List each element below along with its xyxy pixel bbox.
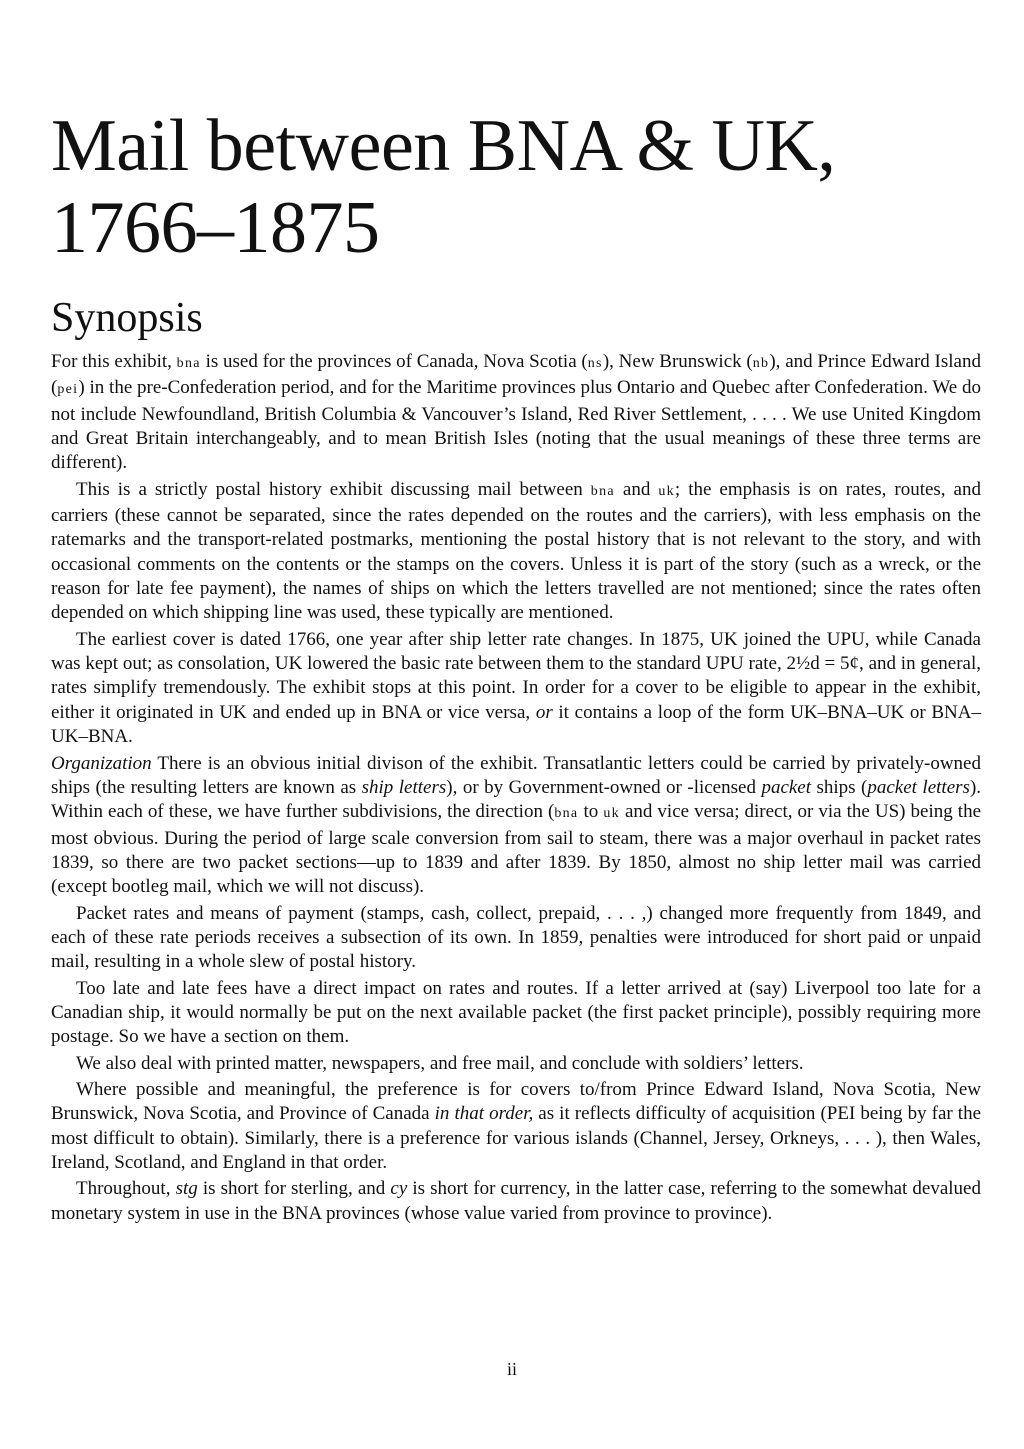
- abbreviation-bna: bna: [590, 483, 615, 499]
- abbreviation-ns: ns: [587, 356, 603, 371]
- paragraph-text: The earliest cover is dated 1766, one year after ship letter rate changes. In 1875, UK joined the UPU, while Canada was kept out; as consolation, UK lowered the basic rate between them to the standard UPU rate, 2½d = 5¢, and in general, rates simplify tremendously. The exhibit stops at this point. In order for a cover to be eligible to appear in the exhibit, either it originated in UK and ended up in BNA or vice versa,: [51, 628, 981, 723]
- paragraph-text: is used for the provinces of Canada, Nova Scotia (: [200, 351, 588, 372]
- title-line-1: Mail between BNA & UK,: [51, 105, 836, 187]
- emphasis-cy: cy: [390, 1178, 408, 1200]
- document-title: [51, 105, 981, 269]
- paragraph-text: and: [614, 478, 659, 500]
- abbreviation-bna: bna: [554, 806, 579, 822]
- section-heading: Synopsis: [51, 295, 203, 341]
- paragraph-text: it contains a loop of the form UK–BNA–UK or BNA–UK–BNA.: [51, 701, 981, 748]
- abbreviation-bna: bna: [176, 356, 201, 371]
- paragraph-text: There is an obvious initial divison of the exhibit. Transatlantic letters could be carried by privately-owned ships (the resulting letters are known as: [51, 752, 981, 798]
- emphasis-in-that-order: in that order,: [434, 1103, 534, 1125]
- paragraph-text: Where possible and meaningful, the preference is for covers to/from Prince Edward Island, Nova Scotia, New Brunswick, Nova Scotia, and Province of Canada: [51, 1078, 981, 1125]
- page-number: ii: [506, 1359, 517, 1379]
- paragraph-scope: [51, 478, 981, 626]
- emphasis-or: or: [535, 701, 553, 723]
- abbreviation-pei: pei: [57, 382, 79, 398]
- title-line-2: 1766–1875: [51, 187, 380, 269]
- paragraph-preferences: [51, 1078, 981, 1175]
- paragraph-text: ), New Brunswick (: [602, 351, 753, 372]
- paragraph-text: as it reflects difficulty of acquisition (PEI being by far the most difficult to obtain). Similarly, there is a preference for various islands (Channel, Jersey, Orkneys, . . . ), then Wales, Ireland, Scotland, and England in that order.: [51, 1103, 982, 1173]
- synopsis-body: [51, 350, 981, 1228]
- paragraph-text: Throughout,: [76, 1178, 176, 1200]
- paragraph-text: is short for currency, in the latter case, referring to the somewhat devalued monetary system in use in the BNA provinces (whose value varied from province to province).: [51, 1178, 981, 1224]
- abbreviation-uk: uk: [658, 483, 675, 499]
- emphasis-packet: packet: [761, 776, 812, 798]
- paragraph-text: ; the emphasis is on rates, routes, and carriers (these cannot be separated, since the rates depended on the routes and the carriers), with less emphasis on the ratemarks and the transport-related postmarks, mentioning the postal history that is not relevant to the story, and with occasional comments on the contents or the stamps on the covers. Unless it is part of the story (such as a wreck, or the reason for late fee payment), the names of ships on which the letters travelled are not mentioned; since the rates often depended on which shipping line was used, these typically are mentioned.: [51, 478, 981, 624]
- paragraph-text: ), and Prince Edward Island (: [51, 351, 981, 399]
- paragraph-text: ). Within each of these, we have further subdivisions, the direction (: [51, 776, 982, 823]
- paragraph-text: and vice versa; direct, or via the US) being the most obvious. During the period of large scale conversion from sail to steam, there was a major overhaul in packet rates 1839, so there are two packet sections—up to 1839 and after 1839. By 1850, almost no ship letter mail was carried (except bootleg mail, which we will not discuss).: [51, 801, 981, 898]
- organization-label: Organization: [51, 752, 152, 774]
- abbreviation-uk: uk: [603, 806, 620, 822]
- paragraph-text: is short for sterling, and: [197, 1178, 391, 1200]
- emphasis-packet-letters: packet letters: [867, 776, 970, 798]
- paragraph-text: This is a strictly postal history exhibit discussing mail between: [76, 478, 591, 500]
- paragraph-organization: [51, 752, 981, 900]
- paragraph-currency: [51, 1177, 981, 1226]
- abbreviation-nb: nb: [752, 356, 770, 371]
- paragraph-rates: Packet rates and means of payment (stamps, cash, collect, prepaid, . . . ,) changed more frequently from 1849, and each of these rate periods receives a subsection of its own. In 1859, penalties were introduced for short paid or unpaid mail, resulting in a whole slew of postal history.: [51, 902, 981, 973]
- paragraph-printed-matter: We also deal with printed matter, newspapers, and free mail, and conclude with soldiers’ letters.: [76, 1052, 804, 1074]
- paragraph-text: For this exhibit,: [51, 351, 177, 372]
- paragraph-text: to: [578, 801, 604, 823]
- paragraph-text: ) in the pre-Confederation period, and for the Maritime provinces plus Ontario and Quebec after Confederation. We do not include Newfoundland, British Columbia & Vancouver’s Island, Red River Settlement, . . . . We use United Kingdom and Great Britain interchangeably, and to mean British Isles (noting that the usual meanings of these three terms are different).: [51, 377, 981, 474]
- emphasis-stg: stg: [175, 1178, 198, 1200]
- paragraph-text: ships (: [811, 776, 868, 798]
- paragraph-definitions: [51, 350, 981, 476]
- paragraph-text: ), or by Government-owned or -licensed: [446, 776, 762, 798]
- paragraph-period: [51, 628, 981, 750]
- paragraph-late-fees: Too late and late fees have a direct impact on rates and routes. If a letter arrived at (say) Liverpool too late for a Canadian ship, it would normally be put on the next available packet (the first packet principle), possibly requiring more postage. So we have a section on them.: [51, 977, 981, 1048]
- emphasis-ship-letters: ship letters: [361, 776, 447, 798]
